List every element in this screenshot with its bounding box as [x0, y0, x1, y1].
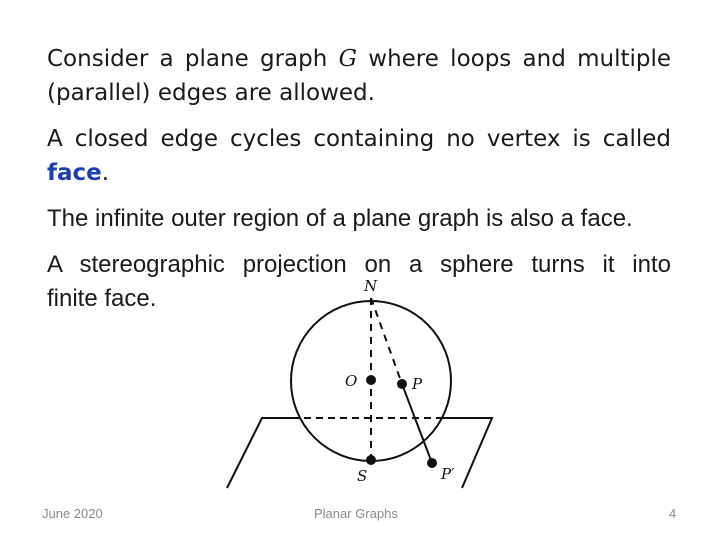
graph-variable: G — [338, 46, 357, 72]
paragraph-line: The infinite outer region of a plane graph is also a face. — [47, 205, 633, 232]
face-term: face — [47, 160, 102, 186]
center-point — [366, 375, 376, 385]
footer-title: Planar Graphs — [314, 506, 398, 521]
text-fragment: where loops and multiple — [368, 46, 672, 72]
footer-page-number: 4 — [669, 506, 677, 521]
paragraph-line: finite face. — [47, 285, 157, 312]
text-fragment: Consider a plane graph — [47, 46, 328, 72]
label-center: O — [345, 372, 358, 390]
south-pole-point — [366, 455, 376, 465]
paragraph-line: A stereographic projection on a sphere turns it into — [47, 251, 671, 278]
footer-date: June 2020 — [42, 506, 103, 521]
label-point: P — [412, 375, 423, 393]
label-projection: P′ — [441, 465, 455, 483]
paragraph-line: A closed edge cycles containing no vertex is called — [47, 126, 671, 152]
projected-point — [427, 458, 437, 468]
sphere-point — [397, 379, 407, 389]
label-south: S — [357, 467, 368, 485]
text-fragment: . — [101, 160, 110, 186]
paragraph-line: (parallel) edges are allowed. — [47, 80, 375, 106]
label-north: N — [364, 277, 378, 295]
